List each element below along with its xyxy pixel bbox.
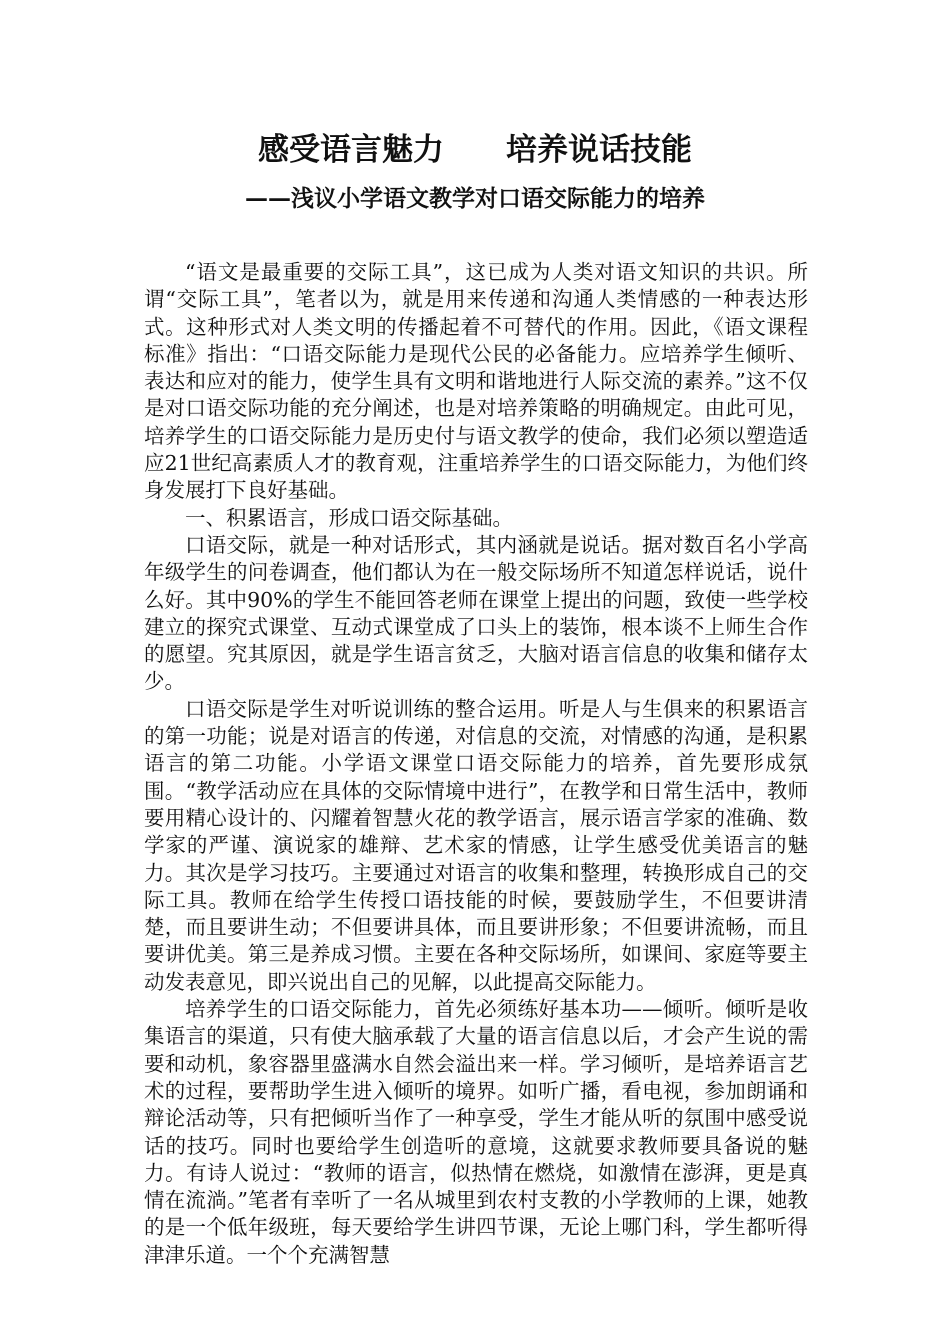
paragraph-listening-basics: 培养学生的口语交际能力，首先必须练好基本功——倾听。倾听是收集语言的渠道，只有使大脑承载了大量的语言信息以后，才会产生说的需要和动机，象容器里盛满水自然会溢出来一样。学习倾听，是培养语言艺术的过程，要帮助学生进入倾听的境界。如听广播，看电视，参加朗诵和辩论活动等，只有把倾听当作了一种享受，学生才能从听的氛围中感受说话的技巧。同时也要给学生创造听的意境，这就要求教师要具备说的魅力。有诗人说过：“教师的语言，似热情在燃烧，如激情在澎湃，更是真情在流淌。”笔者有幸听了一名从城里到农村支教的小学教师的上课，她教的是一个低年级班，每天要给学生讲四节课，无论上哪门科，学生都听得津津乐道。一个个充满智慧 (144, 997, 808, 1267)
paragraph-intro: “语文是最重要的交际工具”，这已成为人类对语文知识的共识。所谓“交际工具”，笔者以为，就是用来传递和沟通人类情感的一种表达形式。这种形式对人类文明的传播起着不可替代的作用。因此，《语文课程标准》指出：“口语交际能力是现代公民的必备能力。应培养学生倾听、表达和应对的能力，使学生具有文明和谐地进行人际交流的素养。”这不仅是对口语交际功能的充分阐述，也是对培养策略的明确规定。由此可见，培养学生的口语交际能力是历史付与语文教学的使命，我们必须以塑造适应21世纪高素质人才的教育观，注重培养学生的口语交际能力，为他们终身发展打下良好基础。 (144, 260, 808, 503)
paragraph-listening-speaking: 口语交际是学生对听说训练的整合运用。听是人与生俱来的积累语言的第一功能；说是对语言的传递，对信息的交流，对情感的沟通，是积累语言的第二功能。小学语文课堂口语交际能力的培养，首先要形成氛围。“教学活动应在具体的交际情境中进行”，在教学和日常生活中，教师要用精心设计的、闪耀着智慧火花的教学语言，展示语言学家的准确、数学家的严谨、演说家的雄辩、艺术家的情感，让学生感受优美语言的魅力。其次是学习技巧。主要通过对语言的收集和整理，转换形成自己的交际工具。教师在给学生传授口语技能的时候，要鼓励学生，不但要讲清楚，而且要讲生动；不但要讲具体，而且要讲形象；不但要讲流畅，而且要讲优美。第三是养成习惯。主要在各种交际场所，如课间、家庭等要主动发表意见，即兴说出自己的见解，以此提高交际能力。 (144, 696, 808, 994)
document-subtitle: ——浅议小学语文教学对口语交际能力的培养 (245, 185, 705, 212)
document-body (144, 259, 808, 1269)
document-title: 感受语言魅力 培养说话技能 (258, 132, 692, 168)
paragraph-oral-communication: 口语交际，就是一种对话形式，其内涵就是说话。据对数百名小学高年级学生的问卷调查，他们都认为在一般交际场所不知道怎样说话，说什么好。其中90%的学生不能回答老师在课堂上提出的问题，致使一些学校建立的探究式课堂、互动式课堂成了口头上的装饰，根本谈不上师生合作的愿望。究其原因，就是学生语言贫乏，大脑对语言信息的收集和储存太少。 (144, 532, 808, 694)
section-heading-1: 一、积累语言，形成口语交际基础。 (185, 505, 513, 530)
